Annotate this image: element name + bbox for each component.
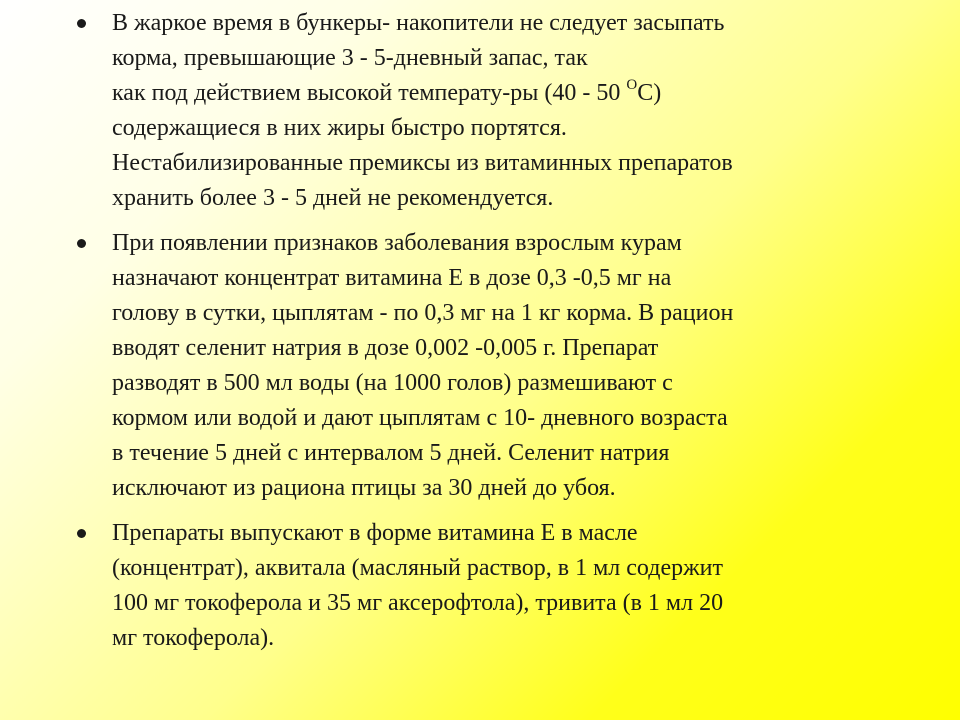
degree-unit: С) xyxy=(637,80,662,106)
text-line: (концентрат), аквитала (масляный раствор, в 1 мл содержит xyxy=(112,555,724,581)
bullet-item-preparations xyxy=(72,516,892,656)
text-line: в течение 5 дней с интервалом 5 дней. Селенит натрия xyxy=(112,440,670,466)
bullet-dot-icon xyxy=(77,529,86,538)
text-line: исключают из рациона птицы за 30 дней до убоя. xyxy=(112,475,616,501)
text-line: При появлении признаков заболевания взрослым курам xyxy=(112,230,682,256)
text-line: Нестабилизированные премиксы из витаминных препаратов xyxy=(112,150,733,176)
text-line: кормом или водой и дают цыплятам с 10- дневного возраста xyxy=(112,405,728,431)
text-line: 100 мг токоферола и 35 мг аксерофтола), тривита (в 1 мл 20 xyxy=(112,590,724,616)
bullet-item-bunker-storage xyxy=(72,6,892,216)
text-line: Препараты выпускают в форме витамина Е в масле xyxy=(112,520,638,546)
text-line: разводят в 500 мл воды (на 1000 голов) размешивают с xyxy=(112,370,673,396)
text-line: назначают концентрат витамина Е в дозе 0,3 -0,5 мг на xyxy=(112,265,672,291)
bullet-item-disease-treatment xyxy=(72,226,892,506)
text-line: голову в сутки, цыплятам - по 0,3 мг на 1 кг корма. В рацион xyxy=(112,300,734,326)
degree-superscript: О xyxy=(626,77,638,93)
bullet-dot-icon xyxy=(77,19,86,28)
bullet-list xyxy=(72,6,892,666)
text-line: хранить более 3 - 5 дней не рекомендуется. xyxy=(112,185,554,211)
text-fragment: как под действием высокой температу-ры (40 - 50 xyxy=(112,80,627,106)
text-line-temperature xyxy=(112,76,892,111)
text-line: мг токоферола). xyxy=(112,625,275,651)
text-line: содержащиеся в них жиры быстро портятся. xyxy=(112,115,567,141)
text-line: вводят селенит натрия в дозе 0,002 -0,005 г. Препарат xyxy=(112,335,659,361)
text-line: В жаркое время в бункеры- накопители не следует засыпать xyxy=(112,10,725,36)
text-line: корма, превышающие 3 - 5-дневный запас, так xyxy=(112,45,588,71)
bullet-dot-icon xyxy=(77,239,86,248)
